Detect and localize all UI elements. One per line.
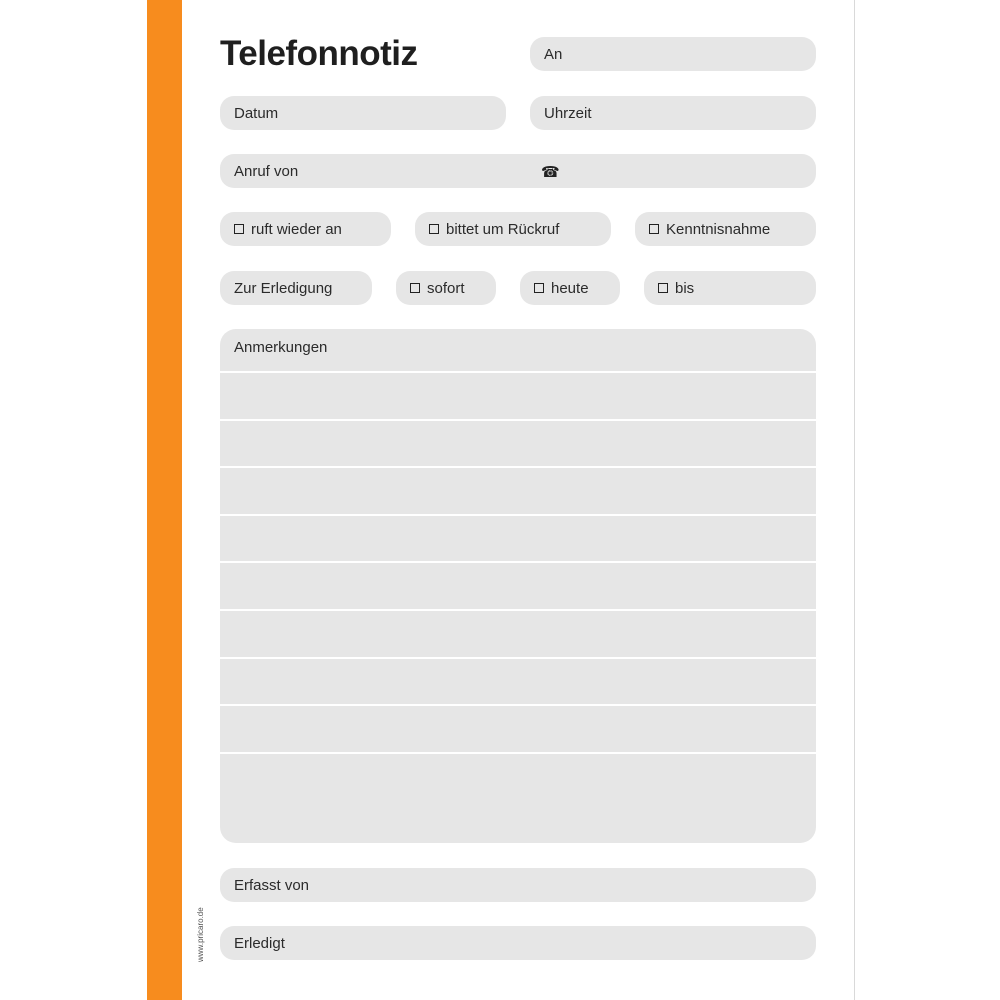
checkbox-icon xyxy=(234,224,244,234)
checkbox-icon xyxy=(410,283,420,293)
notes-ruled-line xyxy=(220,704,816,706)
website-credit: www.pricaro.de xyxy=(196,907,205,962)
option-bittet-um-rueckruf[interactable] xyxy=(415,212,611,246)
option-heute[interactable] xyxy=(520,271,620,305)
notes-ruled-line xyxy=(220,657,816,659)
option-label: heute xyxy=(551,279,589,297)
checkbox-icon xyxy=(429,224,439,234)
anmerkungen-label: Anmerkungen xyxy=(234,339,328,356)
option-label: sofort xyxy=(427,279,465,297)
anruf-von-field[interactable] xyxy=(220,154,816,188)
option-bis[interactable] xyxy=(644,271,816,305)
option-label: bittet um Rückruf xyxy=(446,220,560,238)
zur-erledigung-label: Zur Erledigung xyxy=(234,279,333,297)
notes-ruled-line xyxy=(220,752,816,754)
anruf-von-label: Anruf von xyxy=(234,162,299,180)
uhrzeit-field[interactable] xyxy=(530,96,816,130)
page-title: Telefonnotiz xyxy=(220,34,418,73)
erfasst-von-field[interactable] xyxy=(220,868,816,902)
an-label: An xyxy=(544,45,563,63)
notes-ruled-line xyxy=(220,561,816,563)
erfasst-von-label: Erfasst von xyxy=(234,876,310,894)
an-field[interactable] xyxy=(530,37,816,71)
erledigt-field[interactable] xyxy=(220,926,816,960)
datum-field[interactable] xyxy=(220,96,506,130)
option-label: bis xyxy=(675,279,695,297)
erledigt-label: Erledigt xyxy=(234,934,285,952)
checkbox-icon xyxy=(534,283,544,293)
checkbox-icon xyxy=(649,224,659,234)
anmerkungen-area[interactable] xyxy=(220,329,816,843)
zur-erledigung-label-box xyxy=(220,271,372,305)
option-label: ruft wieder an xyxy=(251,220,342,238)
notes-ruled-line xyxy=(220,609,816,611)
orange-side-stripe xyxy=(147,0,182,1000)
notes-ruled-line xyxy=(220,466,816,468)
notes-ruled-line xyxy=(220,514,816,516)
telephone-icon: ☎ xyxy=(541,164,560,181)
checkbox-icon xyxy=(658,283,668,293)
notes-ruled-line xyxy=(220,419,816,421)
option-ruft-wieder-an[interactable] xyxy=(220,212,391,246)
uhrzeit-label: Uhrzeit xyxy=(544,104,592,122)
option-label: Kenntnisnahme xyxy=(666,220,771,238)
option-kenntnisnahme[interactable] xyxy=(635,212,816,246)
option-sofort[interactable] xyxy=(396,271,496,305)
notes-ruled-line xyxy=(220,371,816,373)
datum-label: Datum xyxy=(234,104,279,122)
